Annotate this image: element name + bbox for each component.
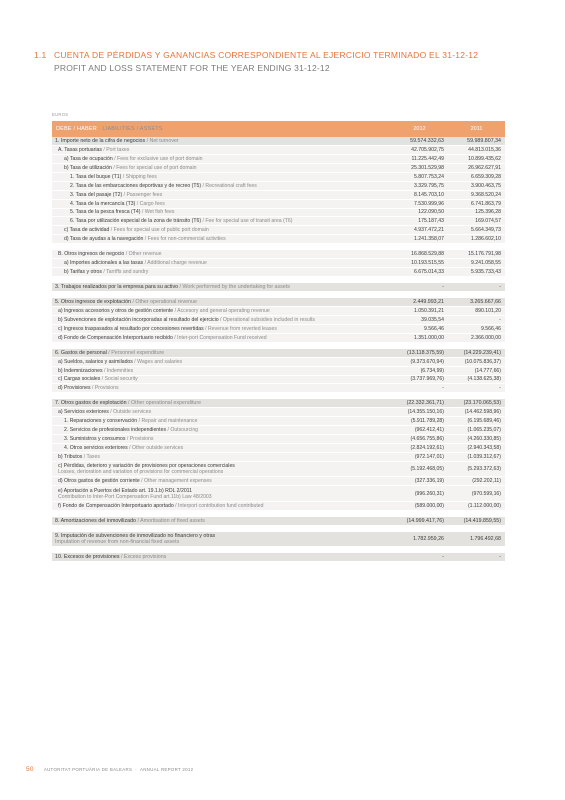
value-2012: (327.336,19)	[414, 478, 444, 485]
row-label-es: 1. Reparaciones y conservación	[64, 418, 138, 425]
value-2012: 3.329.795,75	[413, 182, 444, 189]
row-label-en: Imputation of revenue from non-financial fixed assets	[55, 539, 180, 545]
row-label: b) Subvenciones de explotación incorporadas al resultado del ejercicio / Operational subsidies included in results	[58, 316, 315, 323]
page-number: 50	[26, 766, 34, 773]
header-label-en: LIABILITIES / ASSETS	[102, 126, 163, 132]
value-2011: 169.074,57	[475, 218, 501, 225]
value-2012: (14.999.417,76)	[406, 517, 444, 524]
value-2012: -	[442, 385, 444, 392]
row-label-es: a) Importes adicionales a las tasas	[64, 260, 144, 267]
row-label-en: Excess provisions	[123, 554, 167, 561]
value-2012: (6.734,99)	[420, 367, 444, 374]
row-label-en: Work performed by the undertaking for assets	[182, 284, 290, 291]
row-label: c) Cargas sociales / Social security	[58, 376, 138, 383]
table-row	[52, 182, 505, 191]
value-2012: 9.566,46	[423, 325, 444, 332]
table-row-main	[52, 517, 505, 526]
row-label-es: 5. Otros ingresos de explotación	[55, 298, 131, 305]
table-row	[52, 259, 505, 268]
row-label: d) Provisiones / Provisions	[58, 385, 119, 392]
row-label-es: B. Otros ingresos de negocio	[58, 251, 125, 258]
value-2012: 4.937.472,21	[413, 227, 444, 234]
row-label: 1. Reparaciones y conservación / Repair and maintenance	[64, 418, 198, 425]
table-row	[52, 250, 505, 259]
row-label-en: Provisions	[129, 436, 154, 443]
row-label-es: 9. Imputación de subvenciones de inmovilizado no financiero y otras	[55, 533, 216, 539]
value-2012: (14.355.150,16)	[407, 409, 444, 416]
row-label-es: b) Subvenciones de explotación incorporadas al resultado del ejercicio	[58, 316, 219, 323]
table-row-main	[52, 283, 505, 292]
row-label-en: Port taxes	[106, 146, 130, 153]
value-2012: (589.000,00)	[414, 502, 444, 509]
value-2011: (970.599,16)	[471, 490, 501, 497]
table-row	[52, 417, 505, 426]
row-label: d) Tasa de ayudas a la navegación / Fees for non-commercial activities	[64, 236, 226, 243]
row-label-es: c) Tasa de actividad	[64, 227, 110, 234]
value-2011: (14.777,66)	[474, 367, 501, 374]
table-row	[52, 173, 505, 182]
row-label-es: 4. Otros servicios exteriores	[64, 445, 128, 452]
value-2012: (4.656.755,86)	[410, 436, 444, 443]
value-2012: 5.807.753,24	[413, 173, 444, 180]
row-label: d) Fondo de Compensación Interportuario recibido / Inter-port Compensation Fund received	[58, 334, 267, 341]
value-2012: 175.187,43	[418, 218, 444, 225]
row-label-en: Indemnities	[106, 367, 134, 374]
value-2012: (3.737.969,76)	[410, 376, 444, 383]
value-2011: (4.138.625,38)	[467, 376, 501, 383]
table-row	[52, 367, 505, 376]
value-2012: 8.145.703,10	[413, 191, 444, 198]
row-label: 6. Gastos de personal / Personnel expenditure	[55, 349, 165, 356]
row-label-es: 1. Tasa del buque (T1)	[70, 173, 122, 180]
value-2012: 1.351.000,00	[413, 334, 444, 341]
value-2011: (1.065.235,07)	[467, 427, 501, 434]
footer-doc: ANNUAL REPORT 2012	[139, 767, 194, 772]
row-label-es: b) Tarifas y otros	[64, 269, 102, 276]
table-row	[52, 453, 505, 462]
table-row-main	[52, 137, 505, 146]
row-label-es: b) Tributos	[58, 453, 83, 460]
value-2011: (1.039.312,67)	[467, 453, 501, 460]
value-2011: 3.900.463,75	[470, 182, 501, 189]
value-2011: (292.202,11)	[472, 478, 501, 485]
row-label: 1. Importe neto de la cifra de negocios / Net turnover	[55, 137, 179, 144]
value-2011: 10.899.435,62	[468, 155, 501, 162]
value-2011: 125.396,28	[475, 209, 501, 216]
row-label-en: Operational subsidies included in results	[222, 316, 315, 323]
value-2011: (2.940.343,58)	[467, 445, 501, 452]
value-2012: 16.868.529,88	[411, 251, 444, 258]
row-label-es: 1. Importe neto de la cifra de negocios	[55, 137, 146, 144]
row-label: 4. Tasa de la mercancía (T3) / Cargo fees	[70, 200, 165, 207]
table-row	[52, 376, 505, 385]
row-label-en: Other operational revenue	[135, 298, 197, 305]
value-2011: 26.962.627,91	[468, 164, 501, 171]
value-2012: (9.373.670,94)	[410, 358, 444, 365]
table-row	[52, 358, 505, 367]
row-label: b) Tributos / Taxes	[58, 453, 100, 460]
value-2011: -	[499, 385, 501, 392]
value-2012: (5.911.789,28)	[410, 418, 444, 425]
row-label-en: Accesory and general operating revenue	[177, 307, 270, 314]
value-2011: (14.229.239,41)	[463, 349, 501, 356]
value-2012: (972.147,01)	[414, 453, 444, 460]
row-label-en: Other revenue	[128, 251, 162, 258]
row-label	[52, 533, 391, 545]
row-label-en: Personnel expenditure	[111, 349, 165, 356]
table-row	[52, 226, 505, 235]
row-label-en: Social security	[104, 376, 138, 383]
currency-unit: EUROS	[52, 112, 69, 117]
table-row	[52, 209, 505, 218]
row-label-es: 4. Tasa de la mercancía (T3)	[70, 200, 136, 207]
value-2011: 9.368.520,24	[470, 191, 501, 198]
value-2011: 59.989.807,34	[467, 137, 501, 144]
row-label-en: Inter-port Compensation Fund received	[177, 334, 267, 341]
value-2012: -	[442, 554, 444, 561]
row-label-es: 3. Tasa del pasaje (T2)	[70, 191, 123, 198]
value-2012: 6.675.014,33	[413, 269, 444, 276]
row-label-en: Fees for exclusive use of port domain	[117, 155, 203, 162]
row-label: f) Fondo de Compensación Interportuario aportado / Interport contribution fund contributed	[58, 502, 264, 509]
row-label-es: a) Tasa de ocupación	[64, 155, 113, 162]
row-label: 5. Otros ingresos de explotación / Other operational revenue	[55, 298, 197, 305]
table-row	[52, 316, 505, 325]
table-row	[52, 235, 505, 244]
table-row	[52, 408, 505, 417]
value-2011: (23.170.065,53)	[463, 400, 501, 407]
row-label-en: Wages and salaries	[137, 358, 183, 365]
row-label-es: c) Cargas sociales	[58, 376, 101, 383]
table-body	[52, 137, 505, 562]
table-row	[52, 384, 505, 393]
header-2011: 2011	[470, 126, 483, 132]
row-label: b) Tarifas y otros / Tarriffs and sundry	[64, 269, 149, 276]
table-row-main	[52, 553, 505, 562]
value-2011: 5.935.733,43	[470, 269, 501, 276]
value-2012: 25.301.529,98	[411, 164, 444, 171]
section-title-en: PROFIT AND LOSS STATEMENT FOR THE YEAR ENDING 31-12-12	[54, 63, 330, 73]
value-2012: (13.118.375,59)	[406, 349, 444, 356]
row-label: 5. Tasa de la pesca fresca (T4) / Wet fish fees	[70, 209, 175, 216]
value-2012: 1.050.391,21	[413, 307, 444, 314]
row-label-en: Fee for special use of transit area (T6)	[205, 218, 293, 225]
row-label: c) Ingresos traspasados al resultado por concesiones revertidas / Revenue from reverted leases	[58, 325, 277, 332]
row-label-es: 6. Gastos de personal	[55, 349, 107, 356]
value-2012: 1.241.358,07	[413, 236, 444, 243]
value-2012: 7.530.999,96	[413, 200, 444, 207]
row-label-en: Tarriffs and sundry	[106, 269, 149, 276]
value-2012: (2.824.192,61)	[410, 445, 444, 452]
table-row	[52, 334, 505, 343]
value-2011: 44.813.015,36	[468, 146, 501, 153]
table-row	[52, 502, 505, 511]
section-number: 1.1	[34, 50, 47, 60]
table-row	[52, 146, 505, 155]
table-row	[52, 200, 505, 209]
row-label: 4. Otros servicios exteriores / Other outside services	[64, 445, 184, 452]
row-label: 2. Servicios de profesionales independientes / Outsourcing	[64, 427, 199, 434]
table-row-main	[52, 349, 505, 358]
row-label-en: Taxes	[86, 453, 100, 460]
table-row	[52, 268, 505, 277]
value-2011: (1.112.000,00)	[467, 502, 501, 509]
row-label-en: Fees for non-commercial activities	[147, 236, 226, 243]
value-2011: (4.260.330,85)	[467, 436, 501, 443]
row-label: A. Tasas portuarias / Port taxes	[58, 146, 130, 153]
header-label: DEBE / HABER · LIABILITIES / ASSETS	[56, 126, 163, 132]
value-2012: (22.332.361,71)	[406, 400, 444, 407]
value-2012: 42.705.902,75	[411, 146, 444, 153]
value-2012: 1.782.959,26	[413, 536, 444, 542]
value-2012: (5.192.468,05)	[410, 466, 444, 473]
value-2011: (14.462.598,96)	[464, 409, 501, 416]
row-label-en: Outside services	[113, 409, 152, 416]
table-row-main	[52, 532, 505, 548]
header-label-es: DEBE / HABER	[56, 126, 97, 132]
table-row	[52, 191, 505, 200]
table-row	[52, 435, 505, 444]
row-label: 10. Excesos de provisiones / Excess provisions	[55, 554, 167, 561]
row-label-es: f) Fondo de Compensación Interportuario aportado	[58, 502, 174, 509]
table-row	[52, 325, 505, 334]
row-label: b) Tasa de utilización / Fees for special use of port domain	[64, 164, 197, 171]
row-label-en: Repair and maintenance	[141, 418, 198, 425]
value-2012: -	[442, 284, 444, 291]
row-label-es: d) Tasa de ayudas a la navegación	[64, 236, 144, 243]
value-2011: 2.366.000,00	[470, 334, 501, 341]
row-label: B. Otros ingresos de negocio / Other revenue	[58, 251, 162, 258]
row-label	[52, 488, 391, 500]
row-label-es: 8. Amortizaciones del inmovilizado	[55, 517, 136, 524]
row-label: 1. Tasa del buque (T1) / Shipping fees	[70, 173, 157, 180]
header-2012: 2012	[413, 126, 426, 132]
table-row	[52, 444, 505, 453]
table-header	[52, 121, 505, 137]
row-label-en: Amortisation of fixed assets	[140, 517, 205, 524]
value-2011: 15.176.791,98	[468, 251, 501, 258]
row-label-es: d) Otros gastos de gestión corriente	[58, 478, 140, 485]
value-2011: (6.195.689,46)	[467, 418, 501, 425]
row-label-en: Outsourcing	[170, 427, 199, 434]
value-2012: (962.412,41)	[414, 427, 444, 434]
table-row-main	[52, 298, 505, 307]
table-row	[52, 486, 505, 502]
value-2011: (14.419.859,55)	[463, 517, 501, 524]
value-2011: 1.286.602,10	[470, 236, 501, 243]
row-label: 2. Tasa de las embarcaciones deportivas y de recreo (T5) / Recreational craft fees	[70, 182, 257, 189]
row-label-en: Additional charge revenue	[147, 260, 207, 267]
row-label-es: 2. Servicios de profesionales independientes	[64, 427, 167, 434]
row-label-es: b) Indemnizaciones	[58, 367, 103, 374]
row-label: a) Tasa de ocupación / Fees for exclusive use of port domain	[64, 155, 203, 162]
footer-org: AUTORITAT PORTUÀRIA DE BALEARS	[43, 767, 133, 772]
row-label-es: d) Fondo de Compensación Interportuario recibido	[58, 334, 173, 341]
row-label-en: Contribution to Inter-Port Compensation Fund art.11b) Law 48/2003	[58, 493, 212, 500]
table-row	[52, 164, 505, 173]
row-label-es: 2. Tasa de las embarcaciones deportivas y de recreo (T5)	[70, 182, 202, 189]
row-label-en: Other outside services	[132, 445, 184, 452]
value-2011: 9.566,46	[480, 325, 501, 332]
row-label-en: Losses, derioration and variation of provisions for commercial operations	[58, 469, 224, 476]
profit-loss-table	[52, 121, 505, 562]
row-label: 7. Otros gastos de explotación / Other operational expenditure	[55, 400, 202, 407]
row-label: 6. Tasa por utilización especial de la zona de tránsito (T6) / Fee for special use of transit area (T6)	[70, 218, 293, 225]
row-label-es: 10. Excesos de provisiones	[55, 554, 120, 561]
value-2012: 2.449.993,21	[413, 298, 444, 305]
table-row	[52, 477, 505, 486]
row-label-es: a) Ingresos accesorios y otros de gestión corriente	[58, 307, 174, 314]
row-label: a) Sueldos, salarios y asimilados / Wages and salaries	[58, 358, 183, 365]
value-2012: 11.225.442,49	[411, 155, 444, 162]
table-row	[52, 217, 505, 226]
row-label: 3. Suministros y consumos / Provisions	[64, 436, 154, 443]
value-2012: 122.090,50	[418, 209, 444, 216]
row-label: a) Importes adicionales a las tasas / Additional charge revenue	[64, 260, 207, 267]
row-label: b) Indemnizaciones / Indemnities	[58, 367, 134, 374]
row-label-en: Fees for special use of public port domain	[113, 227, 209, 234]
row-label: 8. Amortizaciones del inmovilizado / Amortisation of fixed assets	[55, 517, 205, 524]
row-label-es: e) Aportación a Puertos del Estado art. 19.1.b) RDL 2/2011	[58, 487, 193, 494]
value-2011: (10.075.836,37)	[464, 358, 501, 365]
row-label-es: a) Servicios exteriores	[58, 409, 109, 416]
table-row-main	[52, 399, 505, 408]
value-2011: -	[499, 284, 501, 291]
page-footer	[26, 766, 193, 773]
row-label-en: Wet fish fees	[144, 209, 175, 216]
value-2012: 39.035,54	[421, 316, 444, 323]
row-label-es: c) Ingresos traspasados al resultado por concesiones revertidas	[58, 325, 204, 332]
row-label-es: a) Sueldos, salarios y asimilados	[58, 358, 133, 365]
value-2011: 890.101,20	[475, 307, 501, 314]
row-label-es: 6. Tasa por utilización especial de la zona de tránsito (T6)	[70, 218, 202, 225]
table-row	[52, 155, 505, 164]
row-label-en: Passenger fees	[126, 191, 163, 198]
section-title-es: CUENTA DE PÉRDIDAS Y GANANCIAS CORRESPONDIENTE AL EJERCICIO TERMINADO EL 31-12-12	[54, 50, 479, 60]
row-label-es: 5. Tasa de la pesca fresca (T4)	[70, 209, 141, 216]
row-label: a) Servicios exteriores / Outside services	[58, 409, 152, 416]
row-label: a) Ingresos accesorios y otros de gestión corriente / Accesory and general operating revenue	[58, 307, 270, 314]
row-label-en: Net turnover	[149, 137, 179, 144]
value-2012: 10.193.515,55	[411, 260, 444, 267]
value-2011: 6.741.863,79	[470, 200, 501, 207]
row-label-es: b) Tasa de utilización	[64, 164, 112, 171]
footer-separator: ·	[135, 767, 137, 772]
value-2011: 5.664.349,73	[470, 227, 501, 234]
table-row	[52, 462, 505, 478]
row-label-es: d) Provisiones	[58, 385, 91, 392]
row-label-en: Fees for special use of port domain	[116, 164, 197, 171]
value-2011: 1.796.492,68	[470, 536, 501, 542]
value-2012: (996.260,31)	[414, 490, 444, 497]
row-label: 3. Trabajos realizados por la empresa para su activo / Work performed by the undertaking for assets	[55, 284, 290, 291]
value-2011: -	[499, 554, 501, 561]
row-label-en: Provisions	[94, 385, 119, 392]
section-heading	[34, 50, 534, 73]
row-label: d) Otros gastos de gestión corriente / Other management expenses	[58, 478, 212, 485]
row-label-es: 3. Suministros y consumos	[64, 436, 126, 443]
value-2011: -	[499, 316, 501, 323]
row-label-es: 7. Otros gastos de explotación	[55, 400, 127, 407]
row-label-en: Shipping fees	[125, 173, 157, 180]
row-label-es: c) Pérdidas, deterioro y variación de provisiones por operaciones comerciales	[58, 463, 235, 470]
row-label-en: Other management expenses	[144, 478, 212, 485]
table-row	[52, 426, 505, 435]
row-label-es: 3. Trabajos realizados por la empresa para su activo	[55, 284, 179, 291]
row-label-en: Other operational expenditure	[130, 400, 202, 407]
row-label-en: Cargo fees	[139, 200, 165, 207]
value-2011: 3.265.667,66	[470, 298, 501, 305]
row-label-es: A. Tasas portuarias	[58, 146, 102, 153]
row-label: 3. Tasa del pasaje (T2) / Passenger fees	[70, 191, 163, 198]
row-label: c) Tasa de actividad / Fees for special use of public port domain	[64, 227, 209, 234]
row-label-en: Interport contribution fund contributed	[178, 502, 264, 509]
row-label-en: Recreational craft fees	[205, 182, 257, 189]
table-row	[52, 307, 505, 316]
value-2011: (5.293.372,63)	[467, 466, 501, 473]
row-label-en: Revenue from reverted leases	[208, 325, 277, 332]
value-2012: 59.574.332,63	[410, 137, 444, 144]
value-2011: 6.659.309,28	[470, 173, 501, 180]
value-2011: 9.241.058,55	[470, 260, 501, 267]
row-label	[52, 463, 391, 475]
